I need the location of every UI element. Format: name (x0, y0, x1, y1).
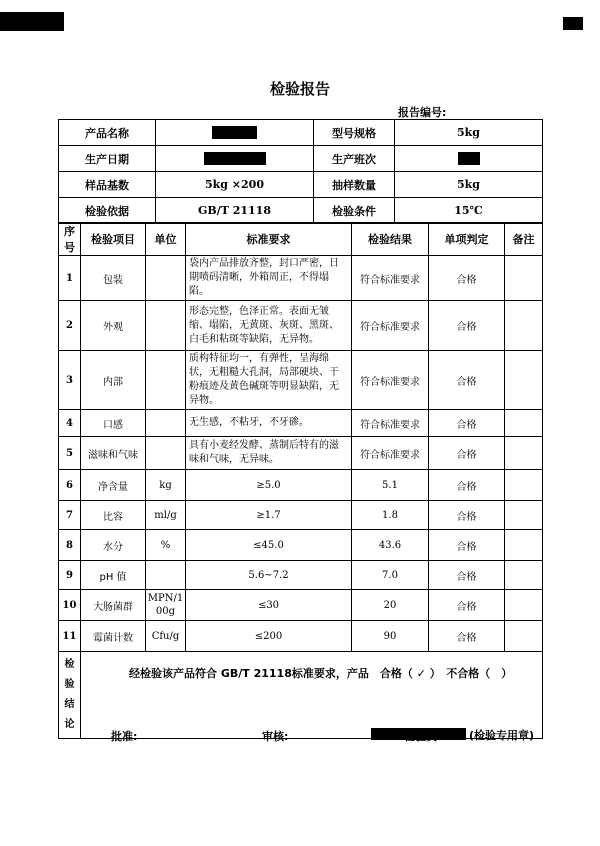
row-judgement: 合格 (429, 621, 505, 652)
row-judgement: 合格 (429, 301, 505, 351)
row-unit (146, 410, 186, 437)
row-no: 6 (59, 470, 81, 501)
inspector-label: 检验员: (404, 730, 442, 743)
sampling-qty-label: 抽样数量 (314, 172, 395, 198)
row-item: 内部 (81, 351, 146, 410)
row-unit (146, 351, 186, 410)
info-table (58, 119, 543, 224)
row-judgement: 合格 (429, 470, 505, 501)
row-unit: MPN/100g (146, 590, 186, 621)
row-requirement: 5.6~7.2 (186, 561, 352, 590)
row-requirement: ≥1.7 (186, 501, 352, 530)
row-requirement: ≤30 (186, 590, 352, 621)
sample-base-label: 样品基数 (59, 172, 156, 198)
row-judgement: 合格 (429, 501, 505, 530)
production-date-value (156, 146, 314, 172)
row-item: 霉菌计数 (81, 621, 146, 652)
table-row (59, 530, 543, 561)
table-row (59, 590, 543, 621)
row-no: 7 (59, 501, 81, 530)
redacted-production-date (204, 152, 266, 165)
table-row (59, 470, 543, 501)
row-item: 口感 (81, 410, 146, 437)
row-judgement: 合格 (429, 410, 505, 437)
table-row (59, 621, 543, 652)
row-unit: kg (146, 470, 186, 501)
row-remark (505, 410, 543, 437)
row-item: 外观 (81, 301, 146, 351)
row-unit: % (146, 530, 186, 561)
table-row (59, 301, 543, 351)
row-result: 符合标准要求 (352, 301, 429, 351)
row-no: 3 (59, 351, 81, 410)
row-item: pH 值 (81, 561, 146, 590)
row-requirement: 无生感，不粘牙，不牙碜。 (186, 410, 352, 437)
row-result: 90 (352, 621, 429, 652)
row-judgement: 合格 (429, 256, 505, 301)
row-result: 符合标准要求 (352, 256, 429, 301)
row-item: 包装 (81, 256, 146, 301)
row-unit: Cfu/g (146, 621, 186, 652)
row-no: 2 (59, 301, 81, 351)
row-result: 5.1 (352, 470, 429, 501)
row-requirement: 具有小麦经发酵、蒸制后特有的滋味和气味，无异味。 (186, 437, 352, 470)
row-judgement: 合格 (429, 437, 505, 470)
row-no: 8 (59, 530, 81, 561)
conclusion-content (81, 652, 543, 742)
row-remark (505, 256, 543, 301)
sampling-qty-value: 5kg (395, 172, 543, 198)
redacted-header-left (0, 12, 64, 31)
row-unit (146, 561, 186, 590)
row-result: 43.6 (352, 530, 429, 561)
inspection-table (58, 222, 543, 742)
model-label: 型号规格 (314, 120, 395, 146)
row-result: 1.8 (352, 501, 429, 530)
conclusion-text: 经检验该产品符合 GB/T 21118标准要求，产品 合格（ ✓ ） 不合格（ ） (129, 667, 513, 680)
row-unit: ml/g (146, 501, 186, 530)
redacted-batch (458, 152, 480, 165)
batch-label: 生产班次 (314, 146, 395, 172)
table-row (59, 501, 543, 530)
row-unit (146, 301, 186, 351)
basis-value: GB/T 21118 (156, 198, 314, 224)
condition-value: 15℃ (395, 198, 543, 224)
row-judgement: 合格 (429, 351, 505, 410)
conclusion-label (59, 652, 81, 739)
stamp-label: (检验专用章) (469, 729, 535, 742)
row-item: 比容 (81, 501, 146, 530)
row-remark (505, 470, 543, 501)
condition-label: 检验条件 (314, 198, 395, 224)
redacted-header-right (563, 17, 583, 30)
row-remark (505, 351, 543, 410)
table-row (59, 437, 543, 470)
row-no: 4 (59, 410, 81, 437)
report-title: 检验报告 (269, 80, 330, 98)
row-requirement: 质构特征均一，有弹性，呈海绵状，无粗糙大孔洞，局部硬块、干粉痕迹及黄色碱斑等明显缺陷，无异物。 (186, 351, 352, 410)
row-requirement: 形态完整，色泽正常。表面无皱缩、塌陷，无黄斑、灰斑、黑斑、白毛和粘斑等缺陷，无异物。 (186, 301, 352, 351)
row-judgement: 合格 (429, 590, 505, 621)
row-requirement: ≤200 (186, 621, 352, 652)
header-remark: 备注 (505, 223, 543, 256)
row-requirement: 袋内产品排放齐整，封口严密，日期喷码清晰，外箱周正，不得塌陷。 (186, 256, 352, 301)
row-item: 滋味和气味 (81, 437, 146, 470)
row-unit (146, 437, 186, 470)
conclusion-row (59, 652, 543, 739)
header-seq: 序号 (59, 223, 81, 256)
approve-label: 批准: (111, 730, 138, 743)
basis-label: 检验依据 (59, 198, 156, 224)
row-no: 9 (59, 561, 81, 590)
row-remark (505, 501, 543, 530)
header-item: 检验项目 (81, 223, 146, 256)
batch-value (395, 146, 543, 172)
conclusion-label-text: 检验结论 (64, 659, 75, 730)
report-number-label: 报告编号: (398, 106, 447, 119)
row-item: 水分 (81, 530, 146, 561)
header-requirement: 标准要求 (186, 223, 352, 256)
header-unit: 单位 (146, 223, 186, 256)
product-name-label: 产品名称 (59, 120, 156, 146)
header-judgement: 单项判定 (429, 223, 505, 256)
row-remark (505, 301, 543, 351)
redacted-product-name (212, 126, 257, 139)
row-requirement: ≤45.0 (186, 530, 352, 561)
table-row (59, 410, 543, 437)
row-remark (505, 437, 543, 470)
row-item: 大肠菌群 (81, 590, 146, 621)
row-no: 11 (59, 621, 81, 652)
row-remark (505, 561, 543, 590)
review-label: 审核: (262, 730, 289, 743)
table-row (59, 256, 543, 301)
table-row (59, 561, 543, 590)
row-remark (505, 530, 543, 561)
row-requirement: ≥5.0 (186, 470, 352, 501)
row-no: 5 (59, 437, 81, 470)
row-result: 7.0 (352, 561, 429, 590)
row-remark (505, 590, 543, 621)
row-unit (146, 256, 186, 301)
sample-base-value: 5kg ×200 (156, 172, 314, 198)
table-row (59, 351, 543, 410)
row-result: 符合标准要求 (352, 410, 429, 437)
row-judgement: 合格 (429, 561, 505, 590)
row-no: 10 (59, 590, 81, 621)
row-result: 20 (352, 590, 429, 621)
production-date-label: 生产日期 (59, 146, 156, 172)
header-result: 检验结果 (352, 223, 429, 256)
row-result: 符合标准要求 (352, 437, 429, 470)
row-judgement: 合格 (429, 530, 505, 561)
product-name-value (156, 120, 314, 146)
row-item: 净含量 (81, 470, 146, 501)
row-remark (505, 621, 543, 652)
row-no: 1 (59, 256, 81, 301)
row-result: 符合标准要求 (352, 351, 429, 410)
model-value: 5kg (395, 120, 543, 146)
